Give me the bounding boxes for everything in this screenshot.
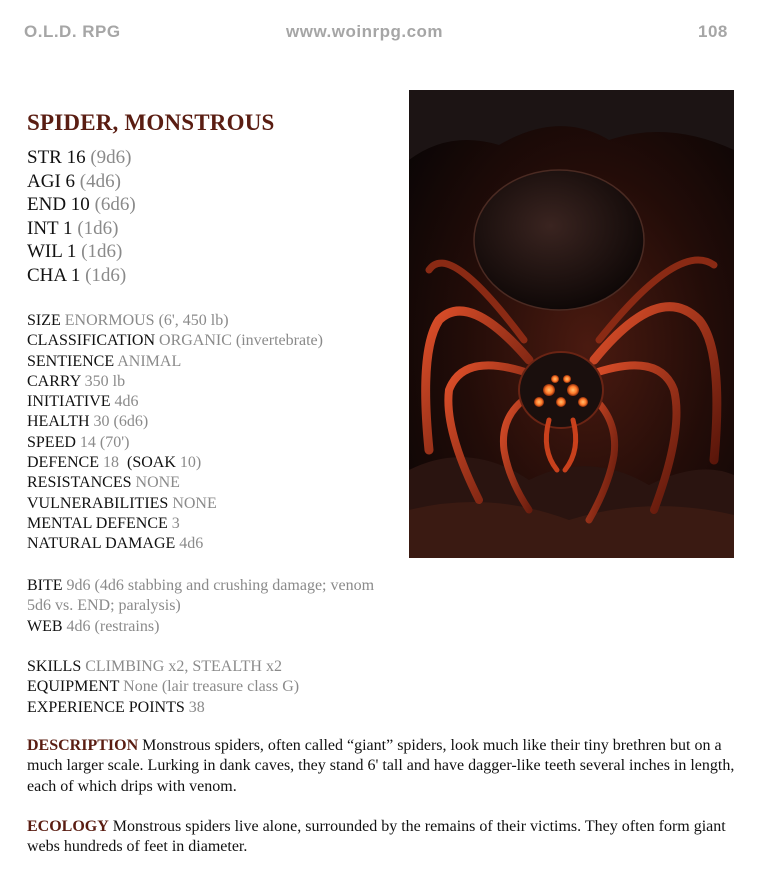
stat-label: SENTIENCE	[27, 352, 115, 370]
misc-label: SKILLS	[27, 658, 82, 675]
misc-label: EQUIPMENT	[27, 678, 120, 696]
stat-defence	[27, 453, 323, 473]
attribute-str	[27, 146, 136, 170]
ecology-text: Monstrous spiders live alone, surrounded by the remains of their victims. They often form giant webs hundreds of feet in diameter.	[27, 818, 726, 856]
attribute-dice: (9d6)	[90, 147, 132, 168]
stat-value: 4d6	[179, 535, 204, 553]
stat-label: CLASSIFICATION	[27, 332, 156, 350]
header-game-title: O.L.D. RPG	[24, 22, 121, 41]
stat-value: 350 lb	[84, 372, 126, 390]
stat-size	[27, 311, 323, 331]
misc-value: None (lair treasure class G)	[123, 678, 300, 696]
stat-label: MENTAL DEFENCE	[27, 514, 168, 532]
attribute-cha	[27, 264, 136, 288]
stat-value: NONE	[135, 474, 180, 492]
stat-value: 30 (6d6)	[93, 413, 149, 431]
header-page-number: 108	[698, 22, 728, 41]
header-website-link[interactable]: www.woinrpg.com	[286, 22, 444, 41]
stat-label: VULNERABILITIES	[27, 494, 169, 512]
stat-label: INITIATIVE	[27, 393, 111, 411]
stat-label: CARRY	[27, 372, 81, 390]
stat-label: RESISTANCES	[27, 474, 132, 492]
attribute-label: STR 16	[27, 147, 86, 168]
attack-web	[27, 617, 387, 637]
description-paragraph	[27, 736, 739, 797]
stat-value: 4d6	[114, 393, 139, 411]
attribute-dice: (1d6)	[85, 264, 127, 286]
attack-label: WEB	[27, 617, 63, 635]
creature-name: SPIDER, MONSTROUS	[27, 110, 275, 135]
attack-value: 9d6 (4d6 stabbing and crushing damage; venom 5d6 vs. END; paralysis)	[27, 577, 375, 615]
stat-value: 18	[103, 454, 119, 472]
attribute-wil	[27, 240, 136, 264]
attribute-label: AGI 6	[27, 170, 76, 192]
attribute-end	[27, 193, 136, 217]
stat-health	[27, 412, 323, 432]
stat-classification	[27, 331, 323, 351]
stat-block	[27, 311, 323, 555]
attack-bite	[27, 576, 387, 617]
stat-value: ANIMAL	[117, 352, 182, 370]
attribute-dice: (6d6)	[94, 194, 136, 216]
stat-speed	[27, 433, 323, 453]
stat-soak-label: (SOAK	[127, 454, 176, 472]
stat-value: 3	[171, 514, 180, 532]
misc-label: EXPERIENCE POINTS	[27, 698, 185, 716]
stat-natural-damage	[27, 534, 323, 554]
attack-value: 4d6 (restrains)	[66, 617, 160, 635]
attribute-dice: (1d6)	[77, 217, 119, 239]
misc-value: CLIMBING x2, STEALTH x2	[85, 658, 282, 675]
attribute-dice: (4d6)	[79, 170, 121, 192]
stat-label: HEALTH	[27, 413, 90, 431]
misc-skills	[27, 657, 299, 677]
attribute-list	[27, 146, 136, 288]
stat-vulnerabilities	[27, 494, 323, 514]
attribute-dice: (1d6)	[81, 241, 123, 263]
description-label: DESCRIPTION	[27, 737, 139, 754]
misc-block	[27, 657, 299, 718]
attribute-label: INT 1	[27, 217, 73, 239]
stat-initiative	[27, 392, 323, 412]
stat-value: ENORMOUS (6', 450 lb)	[64, 312, 229, 329]
stat-sentience	[27, 352, 323, 372]
stat-value: 14 (70')	[79, 433, 130, 451]
attribute-label: END 10	[27, 194, 90, 216]
ecology-label: ECOLOGY	[27, 818, 109, 835]
attribute-label: CHA 1	[27, 264, 81, 286]
stat-mental-defence	[27, 514, 323, 534]
attack-block	[27, 576, 387, 637]
ecology-paragraph	[27, 817, 739, 858]
misc-equipment	[27, 677, 299, 697]
description-text: Monstrous spiders, often called “giant” spiders, look much like their tiny brethren but on a much larger scale. Lurking in dank caves, they stand 6' tall and have dagger-like teeth several inches in length, each of which drips with venom.	[27, 737, 735, 795]
stat-carry	[27, 372, 323, 392]
stat-label: NATURAL DAMAGE	[27, 535, 176, 553]
stat-resistances	[27, 473, 323, 493]
attribute-agi	[27, 170, 136, 194]
misc-value: 38	[188, 698, 205, 716]
attribute-int	[27, 217, 136, 241]
stat-value: ORGANIC (invertebrate)	[159, 332, 323, 350]
stat-value: NONE	[172, 494, 217, 512]
attack-label: BITE	[27, 577, 63, 594]
stat-label: SIZE	[27, 312, 61, 329]
giant-spider-illustration	[409, 90, 734, 558]
attribute-label: WIL 1	[27, 241, 77, 263]
stat-label: SPEED	[27, 433, 76, 451]
stat-soak-value: 10)	[179, 454, 202, 472]
misc-experience-points	[27, 698, 299, 718]
stat-label: DEFENCE	[27, 454, 99, 472]
